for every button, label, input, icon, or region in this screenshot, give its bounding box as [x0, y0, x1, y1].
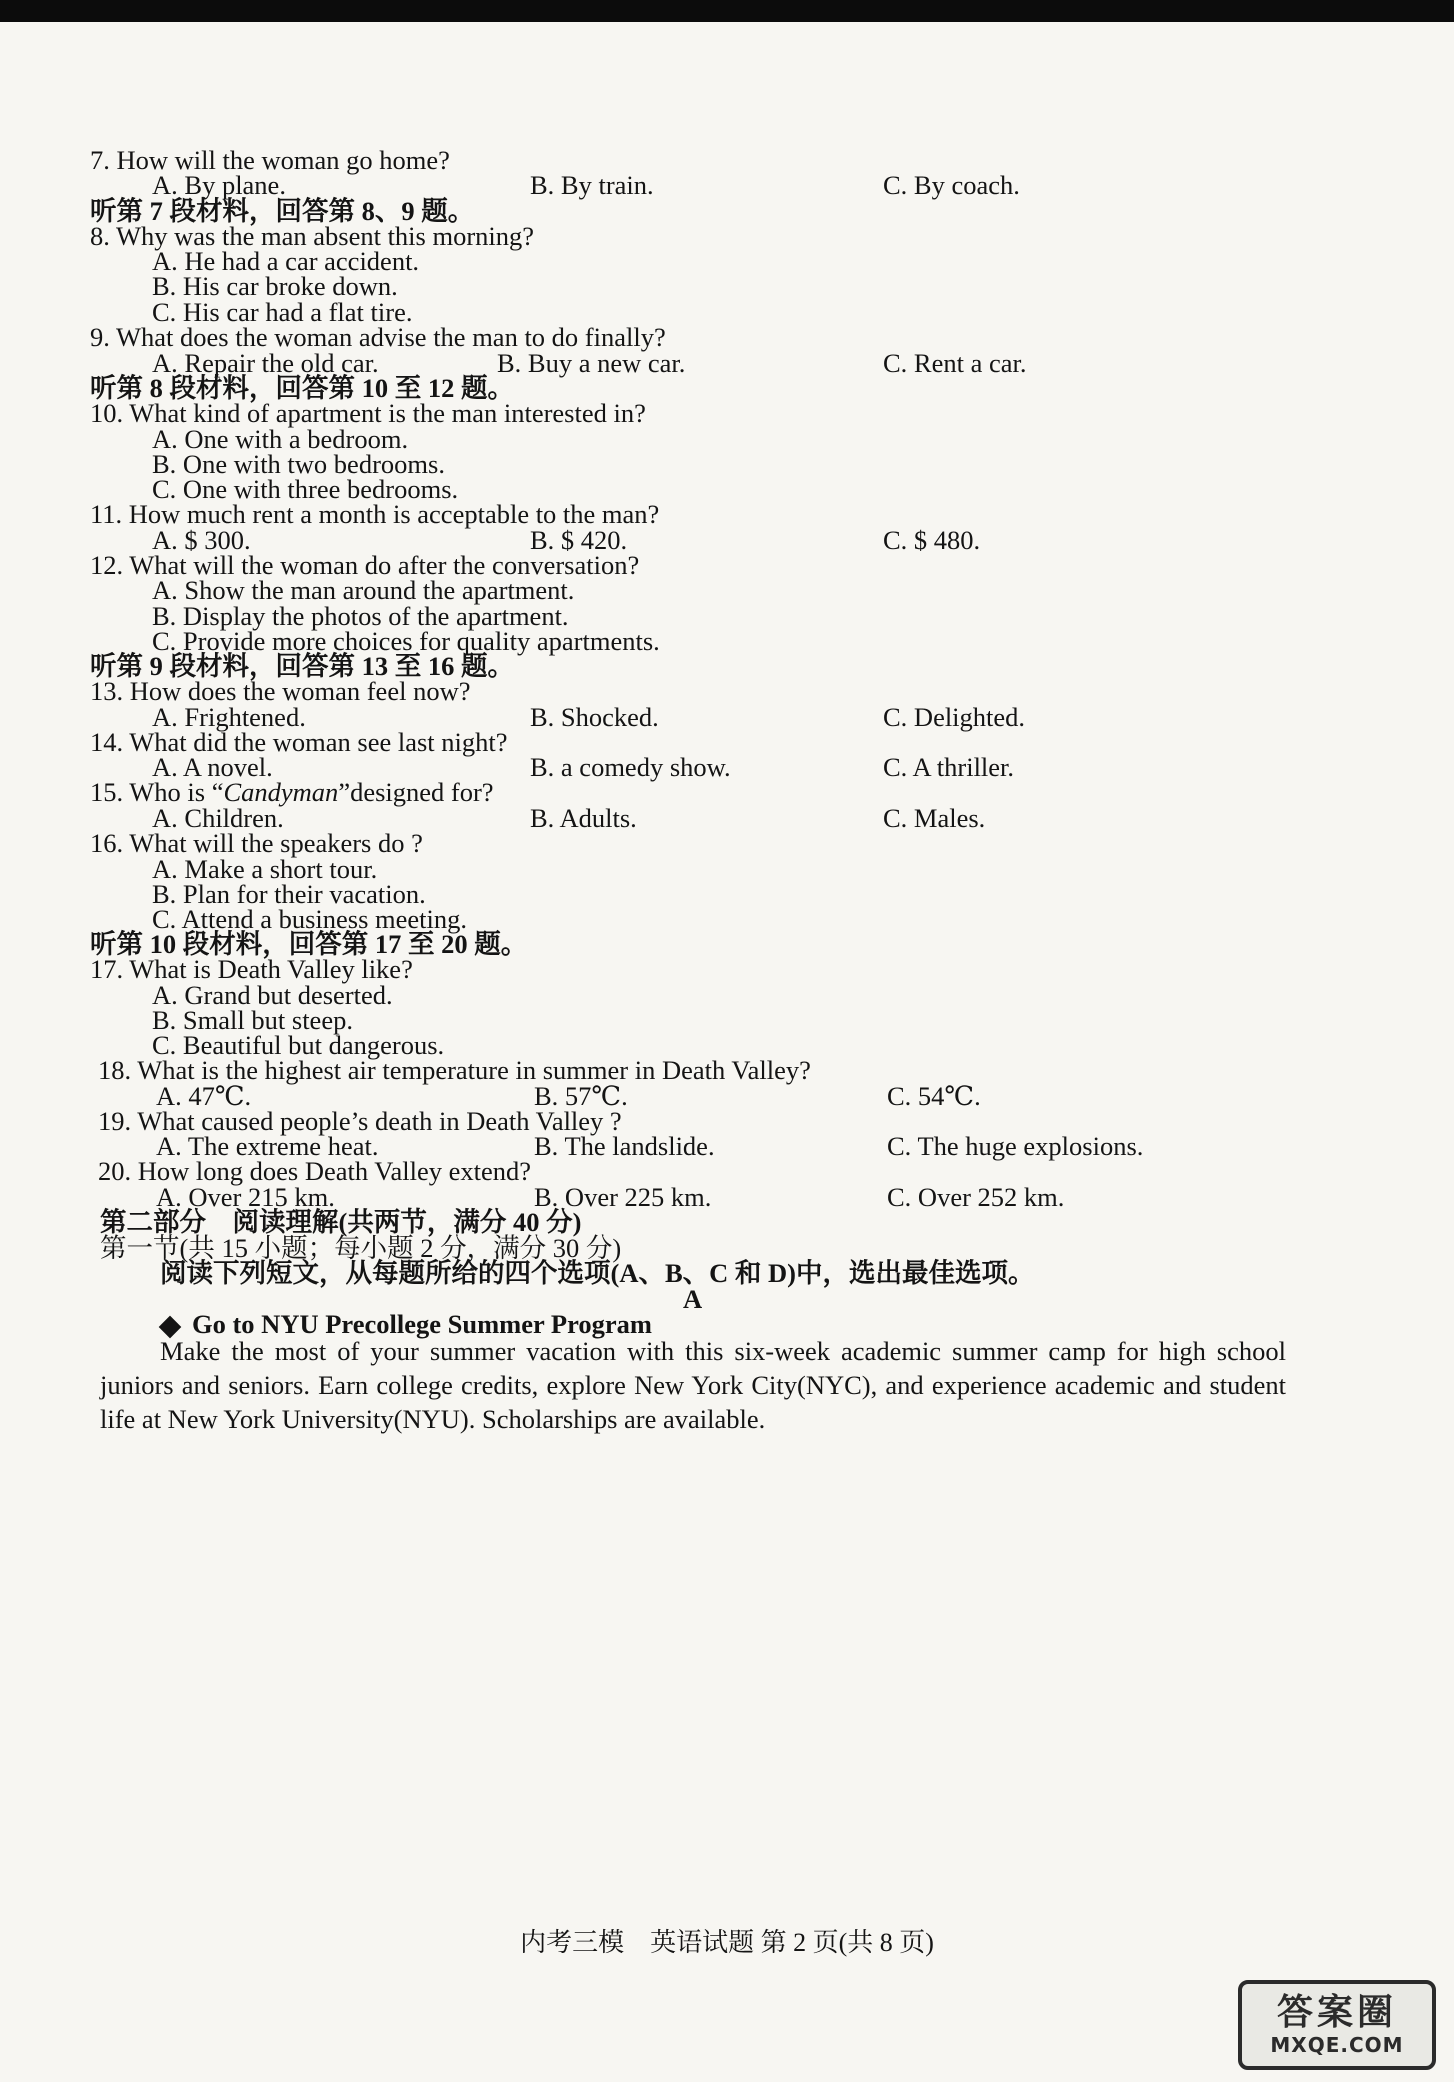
question-20: 20. How long does Death Valley extend?	[98, 1156, 531, 1186]
option: B. By train.	[530, 170, 654, 200]
question-17: 17. What is Death Valley like?	[90, 954, 413, 984]
question-16: 16. What will the speakers do ?	[90, 828, 423, 858]
reading-instructions: 阅读下列短文，从每题所给的四个选项(A、B、C 和 D)中，选出最佳选项。	[160, 1258, 1035, 1288]
option: C. By coach.	[883, 170, 1020, 200]
option: A. He had a car accident.	[152, 246, 420, 276]
option: B. The landslide.	[534, 1131, 715, 1161]
option: B. His car broke down.	[152, 271, 398, 301]
option: A. $ 300.	[152, 525, 251, 555]
option: A. A novel.	[152, 752, 273, 782]
option: C. Delighted.	[883, 702, 1026, 732]
question-10: 10. What kind of apartment is the man interested in?	[90, 398, 646, 428]
option: A. Grand but deserted.	[152, 980, 393, 1010]
logo-top-text: 答案圈	[1276, 1992, 1397, 2033]
question-12: 12. What will the woman do after the conversation?	[90, 550, 640, 580]
passage-label: A	[683, 1284, 703, 1314]
option: B. Buy a new car.	[497, 348, 686, 378]
option: C. His car had a flat tire.	[152, 297, 413, 327]
passage-title-text: Go to NYU Precollege Summer Program	[192, 1309, 652, 1339]
option: B. $ 420.	[530, 525, 628, 555]
passage-body: Make the most of your summer vacation with this six-week academic summer camp for high school juniors and seniors. Earn college credits, explore New York City(NYC), and experience academic and student life at New York University(NYU). Scholarships are available.	[100, 1336, 1286, 1434]
option: B. Over 225 km.	[534, 1182, 712, 1212]
option: C. Males.	[883, 803, 986, 833]
page-footer: 内考三模 英语试题 第 2 页(共 8 页)	[520, 1928, 934, 1957]
option: C. Provide more choices for quality apartments.	[152, 626, 660, 656]
question-18: 18. What is the highest air temperature in summer in Death Valley?	[98, 1055, 811, 1085]
watermark-logo	[1238, 1980, 1436, 2070]
option: C. Over 252 km.	[887, 1182, 1065, 1212]
option: C. One with three bedrooms.	[152, 474, 459, 504]
part-two-heading: 第二部分 阅读理解(共两节，满分 40 分)	[100, 1207, 582, 1237]
question-9: 9. What does the woman advise the man to do finally?	[90, 322, 666, 352]
question-15	[90, 779, 494, 806]
question-14: 14. What did the woman see last night?	[90, 727, 508, 757]
option: A. Frightened.	[152, 702, 306, 732]
option: B. Shocked.	[530, 702, 659, 732]
option: A. Show the man around the apartment.	[152, 575, 575, 605]
option: C. Beautiful but dangerous.	[152, 1030, 445, 1060]
option: C. Attend a business meeting.	[152, 904, 468, 934]
option: B. Adults.	[530, 803, 637, 833]
option: A. Make a short tour.	[152, 854, 378, 884]
option: C. The huge explosions.	[887, 1131, 1144, 1161]
option: C. $ 480.	[883, 525, 981, 555]
option: A. The extreme heat.	[156, 1131, 379, 1161]
question-8: 8. Why was the man absent this morning?	[90, 221, 535, 251]
option: C. A thriller.	[883, 752, 1015, 782]
option: B. Display the photos of the apartment.	[152, 601, 569, 631]
option: B. Plan for their vacation.	[152, 879, 426, 909]
option: C. Rent a car.	[883, 348, 1027, 378]
option: B. Small but steep.	[152, 1005, 353, 1035]
section-one-heading: 第一节(共 15 小题；每小题 2 分，满分 30 分)	[100, 1233, 622, 1263]
question-19: 19. What caused people’s death in Death Valley ?	[98, 1106, 622, 1136]
option: A. Over 215 km.	[156, 1182, 335, 1212]
option: A. Children.	[152, 803, 284, 833]
option: C. 54℃.	[887, 1081, 981, 1111]
section-heading: 听第 8 段材料，回答第 10 至 12 题。	[90, 373, 514, 403]
movie-title: Candyman	[223, 777, 339, 807]
logo-bottom-text: MXQE.COM	[1270, 2033, 1404, 2057]
option: B. One with two bedrooms.	[152, 449, 445, 479]
section-heading: 听第 10 段材料，回答第 17 至 20 题。	[90, 929, 528, 959]
question-11: 11. How much rent a month is acceptable to the man?	[90, 499, 660, 529]
question-15-prefix: 15. Who is “	[90, 777, 224, 807]
option: B. 57℃.	[534, 1081, 628, 1111]
question-13: 13. How does the woman feel now?	[90, 676, 471, 706]
question-7: 7. How will the woman go home?	[90, 145, 450, 175]
option: A. By plane.	[152, 170, 286, 200]
question-15-suffix: ”designed for?	[338, 777, 494, 807]
option: A. 47℃.	[156, 1081, 252, 1111]
option: A. Repair the old car.	[152, 348, 379, 378]
section-heading: 听第 9 段材料，回答第 13 至 16 题。	[90, 651, 514, 681]
option: B. a comedy show.	[530, 752, 731, 782]
option: A. One with a bedroom.	[152, 424, 409, 454]
section-heading: 听第 7 段材料，回答第 8、9 题。	[90, 196, 475, 226]
